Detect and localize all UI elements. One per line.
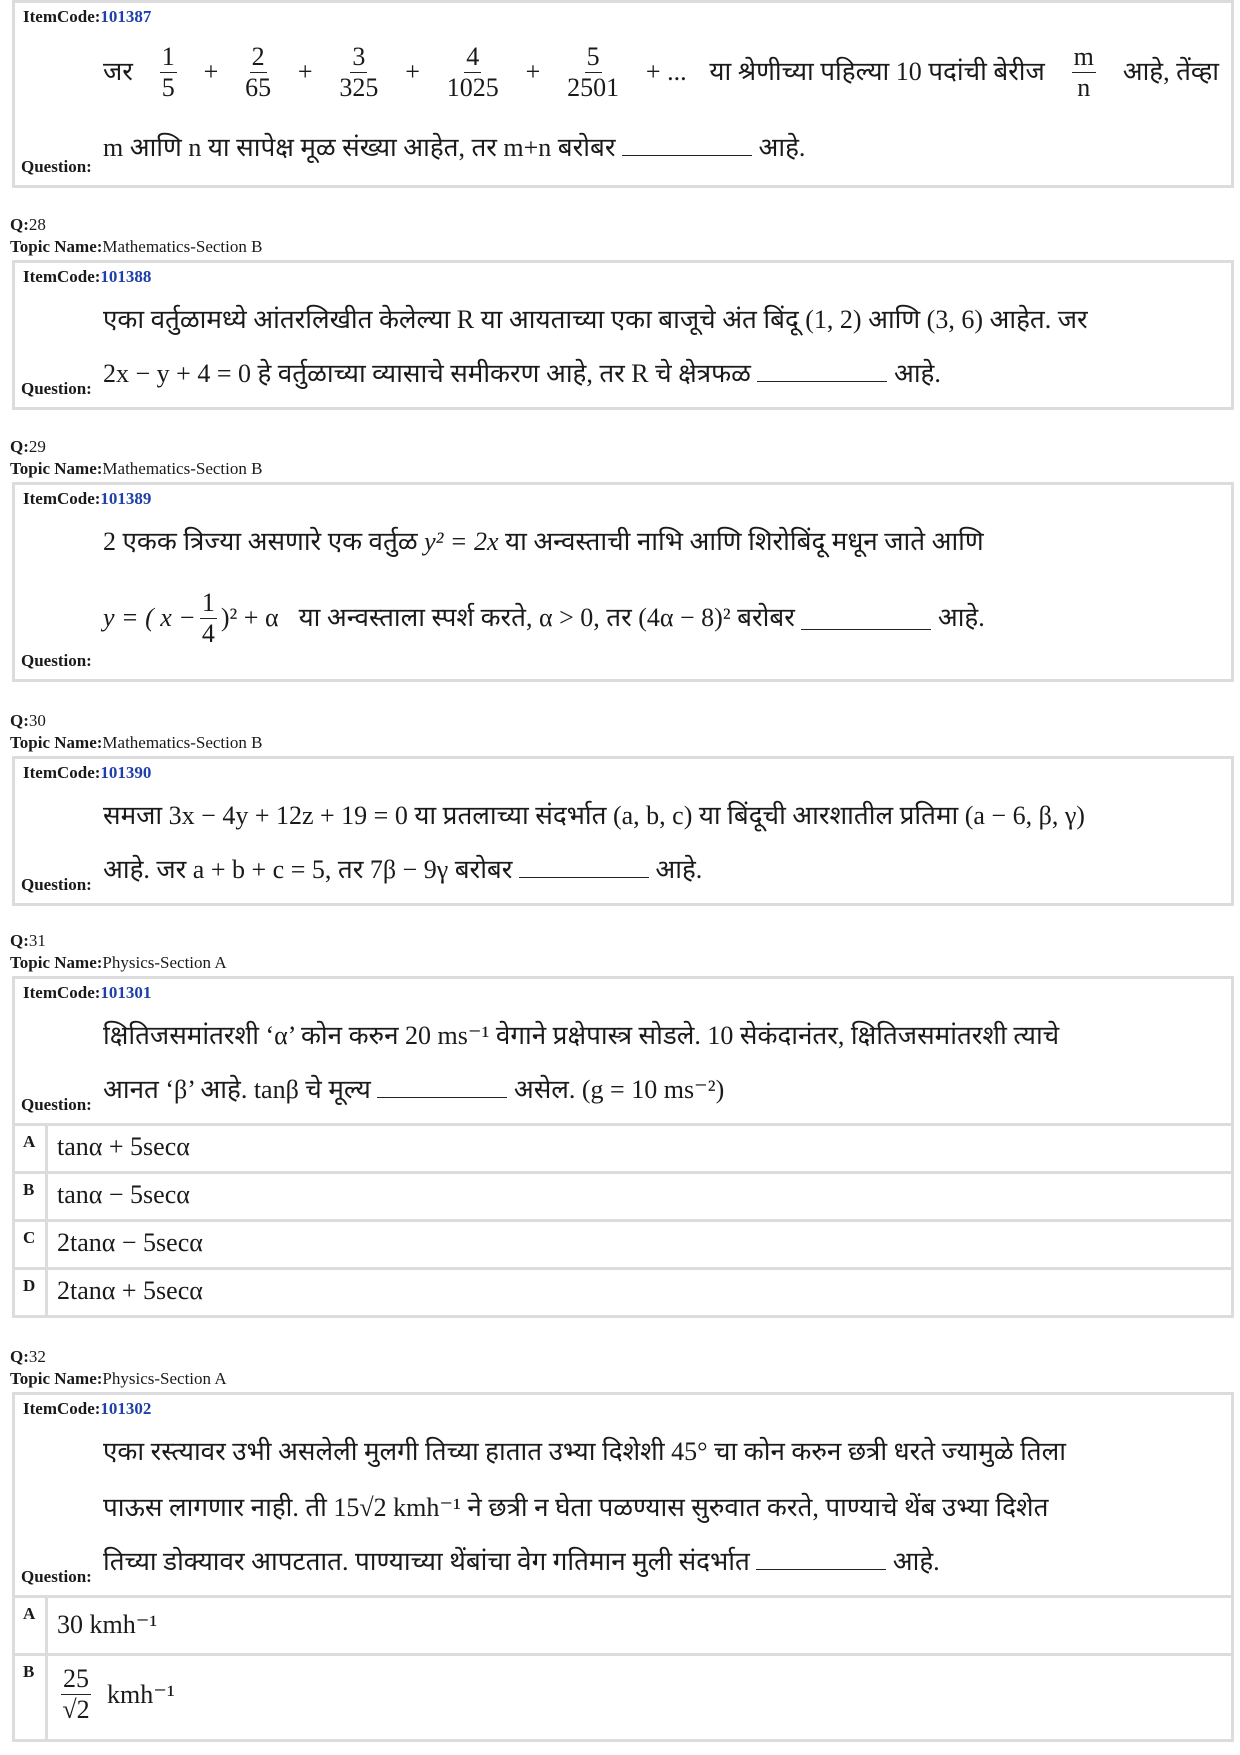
question-line: m आणि n या सापेक्ष मूळ संख्या आहेत, तर m+n बरोबर आहे. (103, 133, 806, 162)
question-number: Q:28 (10, 215, 46, 234)
question-number: Q:29 (10, 437, 46, 456)
question-line: आनत ‘β’ आहे. tanβ चे मूल्य असेल. (g = 10 ms⁻²) (103, 1075, 725, 1104)
question-line: पाऊस लागणार नाही. ती 15√2 kmh⁻¹ ने छत्री न घेता पळण्यास सुरुवात करते, पाण्याचे थेंब उभ्या दिशेत (103, 1493, 1049, 1522)
option-c[interactable]: C 2tanα − 5secα (12, 1222, 1234, 1270)
question-label: Question: (21, 875, 92, 894)
item-code: ItemCode:101387 (23, 7, 152, 26)
question-line: समजा 3x − 4y + 12z + 19 = 0 या प्रतलाच्या संदर्भात (a, b, c) या बिंदूची आरशातील प्रतिमा (a − 6, β, γ) (103, 801, 1085, 830)
question-line: एका रस्त्यावर उभी असलेली मुलगी तिच्या हातात उभ्या दिशेशी 45° चा कोन करुन छत्री धरते ज्यामुळे तिला (103, 1437, 1066, 1466)
question-label: Question: (21, 157, 92, 176)
question-line: एका वर्तुळामध्ये आंतरलिखीत केलेल्या R या आयताच्या एका बाजूचे अंत बिंदू (1, 2) आणि (3, 6) आहेत. जर (103, 305, 1088, 334)
question-box (12, 482, 1234, 682)
option-a[interactable]: A 30 kmh⁻¹ (12, 1598, 1234, 1656)
question-label: Question: (21, 379, 92, 398)
question-line: तिच्या डोक्यावर आपटतात. पाण्याच्या थेंबांचा वेग गतिमान मुली संदर्भात आहे. (103, 1547, 940, 1576)
item-code: ItemCode:101301 (23, 983, 152, 1002)
answer-blank (377, 1075, 507, 1098)
question-label: Question: (21, 651, 92, 670)
option-b[interactable]: B $\frac{25}{√2}$ kmh⁻¹ (12, 1656, 1234, 1742)
answer-blank (756, 1547, 886, 1570)
question-box (12, 260, 1234, 410)
topic-name: Topic Name:Mathematics-Section B (10, 733, 263, 752)
topic-name: Topic Name:Mathematics-Section B (10, 459, 263, 478)
answer-blank (622, 133, 752, 156)
question-line: 2 एकक त्रिज्या असणारे एक वर्तुळ y² = 2x या अन्वस्ताची नाभि आणि शिरोबिंदू मधून जाते आणि (103, 527, 984, 556)
question-line: जर $\frac{1}{5}$ + $\frac{2}{65}$ + $\frac{3}{325}$ + $\frac{4}{1025}$ + $\frac{5}{2501}$ + ... या श्रेणीच्या पहिल्या 10 पदांची बेरीज $\frac{m}{n}$ आहे, तेंव्हा (103, 41, 1219, 102)
question-line: 2x − y + 4 = 0 हे वर्तुळाच्या व्यासाचे समीकरण आहे, तर R चे क्षेत्रफळ आहे. (103, 359, 941, 388)
item-code: ItemCode:101302 (23, 1399, 152, 1418)
option-a[interactable]: A tanα + 5secα (12, 1126, 1234, 1174)
question-box (12, 1392, 1234, 1598)
item-code: ItemCode:101389 (23, 489, 152, 508)
question-box (12, 0, 1234, 188)
topic-name: Topic Name:Physics-Section A (10, 1369, 227, 1388)
question-line: y = ( x − $\frac{1}{4}$ )² + α या अन्वस्ताला स्पर्श करते, α > 0, तर (4α − 8)² बरोबर आहे. (103, 587, 985, 648)
question-number: Q:32 (10, 1347, 46, 1366)
question-line: आहे. जर a + b + c = 5, तर 7β − 9γ बरोबर आहे. (103, 855, 703, 884)
question-number: Q:31 (10, 931, 46, 950)
answer-blank (801, 607, 931, 630)
item-code: ItemCode:101390 (23, 763, 152, 782)
question-label: Question: (21, 1567, 92, 1586)
question-box (12, 976, 1234, 1126)
question-number: Q:30 (10, 711, 46, 730)
topic-name: Topic Name:Mathematics-Section B (10, 237, 263, 256)
question-label: Question: (21, 1095, 92, 1114)
question-line: क्षितिजसमांतरशी ‘α’ कोन करुन 20 ms⁻¹ वेगाने प्रक्षेपास्त्र सोडले. 10 सेकंदानंतर, क्षितिजसमांतरशी त्याचे (103, 1021, 1060, 1050)
option-d[interactable]: D 2tanα + 5secα (12, 1270, 1234, 1318)
answer-blank (757, 359, 887, 382)
item-code: ItemCode:101388 (23, 267, 152, 286)
topic-name: Topic Name:Physics-Section A (10, 953, 227, 972)
answer-blank (519, 855, 649, 878)
option-b[interactable]: B tanα − 5secα (12, 1174, 1234, 1222)
question-box (12, 756, 1234, 906)
